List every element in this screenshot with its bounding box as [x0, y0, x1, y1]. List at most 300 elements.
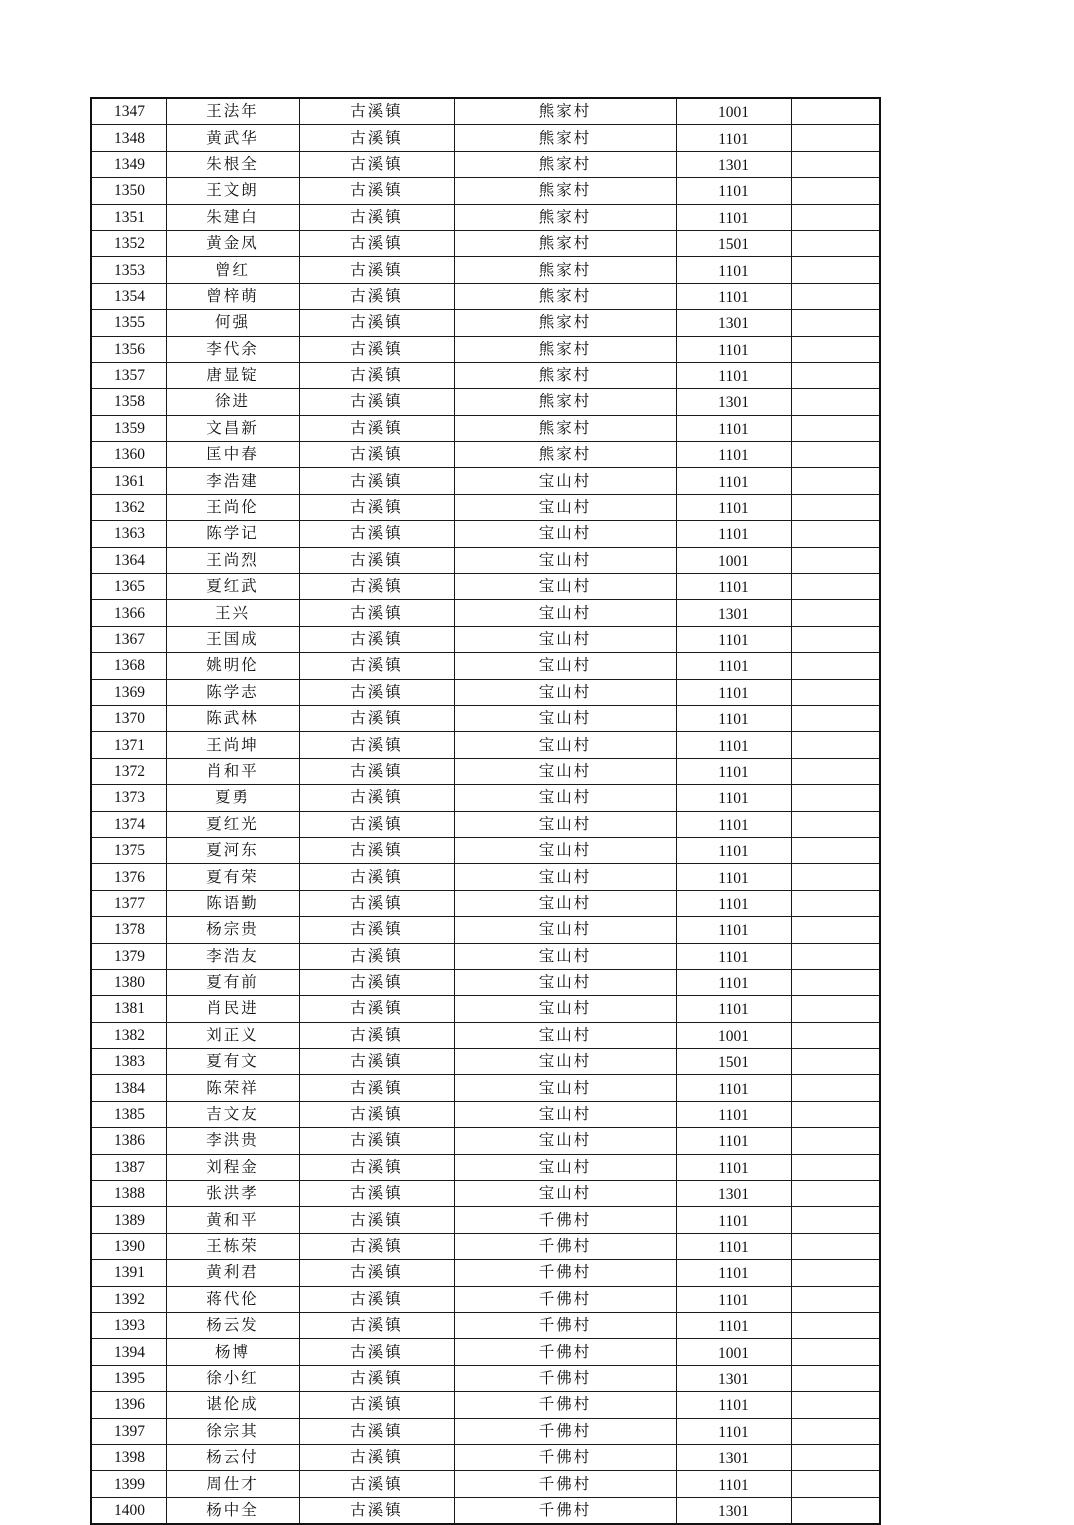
code-cell: 1101: [676, 283, 791, 309]
row-number-cell: 1372: [91, 758, 166, 784]
note-cell: [791, 151, 880, 177]
row-number-cell: 1382: [91, 1022, 166, 1048]
code-cell: 1101: [676, 336, 791, 362]
note-cell: [791, 864, 880, 890]
row-number-cell: 1396: [91, 1392, 166, 1418]
code-cell: 1001: [676, 98, 791, 125]
note-cell: [791, 1392, 880, 1418]
name-cell: 杨云付: [166, 1444, 299, 1470]
table-row: [91, 1339, 880, 1365]
village-cell: 宝山村: [454, 785, 676, 811]
note-cell: [791, 230, 880, 256]
code-cell: 1301: [676, 1444, 791, 1470]
village-cell: 千佛村: [454, 1497, 676, 1524]
village-cell: 千佛村: [454, 1444, 676, 1470]
name-cell: 王尚伦: [166, 494, 299, 520]
name-cell: 吉文友: [166, 1101, 299, 1127]
note-cell: [791, 362, 880, 388]
village-cell: 千佛村: [454, 1312, 676, 1338]
row-number-cell: 1354: [91, 283, 166, 309]
table-row: [91, 917, 880, 943]
town-cell: 古溪镇: [299, 204, 454, 230]
name-cell: 王尚烈: [166, 547, 299, 573]
town-cell: 古溪镇: [299, 705, 454, 731]
note-cell: [791, 574, 880, 600]
town-cell: 古溪镇: [299, 1207, 454, 1233]
note-cell: [791, 732, 880, 758]
town-cell: 古溪镇: [299, 283, 454, 309]
name-cell: 杨云发: [166, 1312, 299, 1338]
name-cell: 王尚坤: [166, 732, 299, 758]
code-cell: 1101: [676, 1312, 791, 1338]
table-row: [91, 1101, 880, 1127]
name-cell: 杨宗贵: [166, 917, 299, 943]
code-cell: 1101: [676, 257, 791, 283]
note-cell: [791, 600, 880, 626]
name-cell: 王兴: [166, 600, 299, 626]
village-cell: 千佛村: [454, 1392, 676, 1418]
table-row: [91, 1392, 880, 1418]
name-cell: 夏有荣: [166, 864, 299, 890]
village-cell: 熊家村: [454, 283, 676, 309]
village-cell: 宝山村: [454, 600, 676, 626]
town-cell: 古溪镇: [299, 758, 454, 784]
town-cell: 古溪镇: [299, 1154, 454, 1180]
village-cell: 熊家村: [454, 178, 676, 204]
note-cell: [791, 1207, 880, 1233]
row-number-cell: 1397: [91, 1418, 166, 1444]
row-number-cell: 1391: [91, 1260, 166, 1286]
town-cell: 古溪镇: [299, 1286, 454, 1312]
village-cell: 宝山村: [454, 732, 676, 758]
village-cell: 熊家村: [454, 336, 676, 362]
note-cell: [791, 1312, 880, 1338]
table-row: [91, 996, 880, 1022]
village-cell: 千佛村: [454, 1233, 676, 1259]
table-row: [91, 1471, 880, 1497]
note-cell: [791, 468, 880, 494]
note-cell: [791, 785, 880, 811]
note-cell: [791, 811, 880, 837]
table-row: [91, 864, 880, 890]
town-cell: 古溪镇: [299, 389, 454, 415]
village-cell: 宝山村: [454, 1049, 676, 1075]
row-number-cell: 1365: [91, 574, 166, 600]
table-row: [91, 653, 880, 679]
row-number-cell: 1370: [91, 705, 166, 731]
code-cell: 1101: [676, 1128, 791, 1154]
name-cell: 王栋荣: [166, 1233, 299, 1259]
row-number-cell: 1366: [91, 600, 166, 626]
name-cell: 陈武林: [166, 705, 299, 731]
row-number-cell: 1387: [91, 1154, 166, 1180]
town-cell: 古溪镇: [299, 468, 454, 494]
village-cell: 宝山村: [454, 521, 676, 547]
name-cell: 杨博: [166, 1339, 299, 1365]
village-cell: 宝山村: [454, 837, 676, 863]
code-cell: 1101: [676, 1075, 791, 1101]
code-cell: 1101: [676, 1418, 791, 1444]
village-cell: 宝山村: [454, 574, 676, 600]
code-cell: 1101: [676, 125, 791, 151]
name-cell: 杨中全: [166, 1497, 299, 1524]
note-cell: [791, 1339, 880, 1365]
town-cell: 古溪镇: [299, 890, 454, 916]
name-cell: 李洪贵: [166, 1128, 299, 1154]
town-cell: 古溪镇: [299, 1471, 454, 1497]
code-cell: 1101: [676, 1260, 791, 1286]
town-cell: 古溪镇: [299, 336, 454, 362]
town-cell: 古溪镇: [299, 1392, 454, 1418]
table-row: [91, 1418, 880, 1444]
table-row: [91, 1207, 880, 1233]
village-cell: 熊家村: [454, 389, 676, 415]
town-cell: 古溪镇: [299, 626, 454, 652]
code-cell: 1101: [676, 204, 791, 230]
town-cell: 古溪镇: [299, 1497, 454, 1524]
note-cell: [791, 1286, 880, 1312]
town-cell: 古溪镇: [299, 1181, 454, 1207]
note-cell: [791, 969, 880, 995]
code-cell: 1501: [676, 230, 791, 256]
village-cell: 宝山村: [454, 890, 676, 916]
row-number-cell: 1394: [91, 1339, 166, 1365]
table-row: [91, 178, 880, 204]
note-cell: [791, 1101, 880, 1127]
town-cell: 古溪镇: [299, 574, 454, 600]
code-cell: 1101: [676, 890, 791, 916]
town-cell: 古溪镇: [299, 1101, 454, 1127]
table-row: [91, 204, 880, 230]
code-cell: 1101: [676, 1286, 791, 1312]
note-cell: [791, 1365, 880, 1391]
name-cell: 陈学记: [166, 521, 299, 547]
row-number-cell: 1398: [91, 1444, 166, 1470]
row-number-cell: 1399: [91, 1471, 166, 1497]
name-cell: 夏有前: [166, 969, 299, 995]
note-cell: [791, 178, 880, 204]
name-cell: 曾梓萌: [166, 283, 299, 309]
name-cell: 夏红武: [166, 574, 299, 600]
village-cell: 宝山村: [454, 494, 676, 520]
code-cell: 1501: [676, 1049, 791, 1075]
town-cell: 古溪镇: [299, 679, 454, 705]
name-cell: 李浩友: [166, 943, 299, 969]
code-cell: 1101: [676, 1207, 791, 1233]
table-row: [91, 151, 880, 177]
code-cell: 1101: [676, 679, 791, 705]
row-number-cell: 1358: [91, 389, 166, 415]
code-cell: 1101: [676, 811, 791, 837]
name-cell: 何强: [166, 310, 299, 336]
village-cell: 宝山村: [454, 1101, 676, 1127]
village-cell: 宝山村: [454, 758, 676, 784]
code-cell: 1101: [676, 785, 791, 811]
note-cell: [791, 204, 880, 230]
code-cell: 1301: [676, 389, 791, 415]
row-number-cell: 1357: [91, 362, 166, 388]
code-cell: 1101: [676, 653, 791, 679]
town-cell: 古溪镇: [299, 547, 454, 573]
village-cell: 宝山村: [454, 1022, 676, 1048]
town-cell: 古溪镇: [299, 521, 454, 547]
name-cell: 刘程金: [166, 1154, 299, 1180]
town-cell: 古溪镇: [299, 494, 454, 520]
note-cell: [791, 1471, 880, 1497]
table-row: [91, 785, 880, 811]
name-cell: 刘正义: [166, 1022, 299, 1048]
table-row: [91, 442, 880, 468]
row-number-cell: 1374: [91, 811, 166, 837]
name-cell: 夏河东: [166, 837, 299, 863]
code-cell: 1101: [676, 917, 791, 943]
name-cell: 匡中春: [166, 442, 299, 468]
note-cell: [791, 1260, 880, 1286]
village-cell: 熊家村: [454, 442, 676, 468]
village-cell: 宝山村: [454, 917, 676, 943]
row-number-cell: 1388: [91, 1181, 166, 1207]
village-cell: 千佛村: [454, 1418, 676, 1444]
code-cell: 1101: [676, 521, 791, 547]
note-cell: [791, 1022, 880, 1048]
row-number-cell: 1384: [91, 1075, 166, 1101]
town-cell: 古溪镇: [299, 98, 454, 125]
note-cell: [791, 890, 880, 916]
village-cell: 宝山村: [454, 1154, 676, 1180]
village-cell: 宝山村: [454, 943, 676, 969]
town-cell: 古溪镇: [299, 257, 454, 283]
row-number-cell: 1360: [91, 442, 166, 468]
name-cell: 肖民进: [166, 996, 299, 1022]
code-cell: 1301: [676, 1497, 791, 1524]
name-cell: 黄利君: [166, 1260, 299, 1286]
code-cell: 1101: [676, 864, 791, 890]
table-row: [91, 1022, 880, 1048]
village-cell: 宝山村: [454, 1075, 676, 1101]
village-cell: 宝山村: [454, 864, 676, 890]
table-row: [91, 468, 880, 494]
code-cell: 1101: [676, 732, 791, 758]
row-number-cell: 1362: [91, 494, 166, 520]
note-cell: [791, 257, 880, 283]
code-cell: 1101: [676, 494, 791, 520]
row-number-cell: 1386: [91, 1128, 166, 1154]
row-number-cell: 1381: [91, 996, 166, 1022]
name-cell: 周仕才: [166, 1471, 299, 1497]
town-cell: 古溪镇: [299, 1128, 454, 1154]
town-cell: 古溪镇: [299, 996, 454, 1022]
town-cell: 古溪镇: [299, 943, 454, 969]
table-row: [91, 1260, 880, 1286]
table-row: [91, 389, 880, 415]
village-cell: 熊家村: [454, 257, 676, 283]
row-number-cell: 1392: [91, 1286, 166, 1312]
table-row: [91, 1181, 880, 1207]
code-cell: 1001: [676, 1339, 791, 1365]
row-number-cell: 1352: [91, 230, 166, 256]
row-number-cell: 1376: [91, 864, 166, 890]
town-cell: 古溪镇: [299, 837, 454, 863]
note-cell: [791, 837, 880, 863]
name-cell: 张洪孝: [166, 1181, 299, 1207]
row-number-cell: 1364: [91, 547, 166, 573]
code-cell: 1301: [676, 600, 791, 626]
row-number-cell: 1356: [91, 336, 166, 362]
row-number-cell: 1390: [91, 1233, 166, 1259]
village-cell: 熊家村: [454, 151, 676, 177]
code-cell: 1101: [676, 1233, 791, 1259]
town-cell: 古溪镇: [299, 178, 454, 204]
town-cell: 古溪镇: [299, 125, 454, 151]
table-row: [91, 283, 880, 309]
roster-table-body: [91, 98, 880, 1524]
name-cell: 徐小红: [166, 1365, 299, 1391]
town-cell: 古溪镇: [299, 1339, 454, 1365]
village-cell: 熊家村: [454, 362, 676, 388]
town-cell: 古溪镇: [299, 362, 454, 388]
name-cell: 陈荣祥: [166, 1075, 299, 1101]
name-cell: 文昌新: [166, 415, 299, 441]
town-cell: 古溪镇: [299, 1022, 454, 1048]
code-cell: 1101: [676, 969, 791, 995]
code-cell: 1301: [676, 310, 791, 336]
code-cell: 1101: [676, 996, 791, 1022]
table-row: [91, 943, 880, 969]
table-row: [91, 574, 880, 600]
code-cell: 1101: [676, 758, 791, 784]
table-row: [91, 1154, 880, 1180]
code-cell: 1101: [676, 837, 791, 863]
table-row: [91, 1075, 880, 1101]
code-cell: 1101: [676, 362, 791, 388]
name-cell: 徐进: [166, 389, 299, 415]
note-cell: [791, 98, 880, 125]
note-cell: [791, 1075, 880, 1101]
town-cell: 古溪镇: [299, 1444, 454, 1470]
table-row: [91, 310, 880, 336]
village-cell: 千佛村: [454, 1260, 676, 1286]
note-cell: [791, 943, 880, 969]
code-cell: 1101: [676, 1471, 791, 1497]
row-number-cell: 1368: [91, 653, 166, 679]
row-number-cell: 1393: [91, 1312, 166, 1338]
village-cell: 宝山村: [454, 705, 676, 731]
town-cell: 古溪镇: [299, 1049, 454, 1075]
name-cell: 陈语勤: [166, 890, 299, 916]
row-number-cell: 1373: [91, 785, 166, 811]
town-cell: 古溪镇: [299, 864, 454, 890]
note-cell: [791, 521, 880, 547]
note-cell: [791, 1444, 880, 1470]
town-cell: 古溪镇: [299, 1418, 454, 1444]
town-cell: 古溪镇: [299, 785, 454, 811]
village-cell: 宝山村: [454, 547, 676, 573]
row-number-cell: 1348: [91, 125, 166, 151]
table-row: [91, 336, 880, 362]
table-row: [91, 521, 880, 547]
code-cell: 1101: [676, 468, 791, 494]
code-cell: 1101: [676, 626, 791, 652]
town-cell: 古溪镇: [299, 811, 454, 837]
name-cell: 夏勇: [166, 785, 299, 811]
note-cell: [791, 494, 880, 520]
name-cell: 李代余: [166, 336, 299, 362]
row-number-cell: 1385: [91, 1101, 166, 1127]
row-number-cell: 1378: [91, 917, 166, 943]
code-cell: 1301: [676, 1181, 791, 1207]
code-cell: 1301: [676, 1365, 791, 1391]
name-cell: 谌伦成: [166, 1392, 299, 1418]
table-row: [91, 705, 880, 731]
note-cell: [791, 653, 880, 679]
row-number-cell: 1363: [91, 521, 166, 547]
village-cell: 千佛村: [454, 1471, 676, 1497]
row-number-cell: 1371: [91, 732, 166, 758]
town-cell: 古溪镇: [299, 1075, 454, 1101]
name-cell: 李浩建: [166, 468, 299, 494]
row-number-cell: 1383: [91, 1049, 166, 1075]
town-cell: 古溪镇: [299, 151, 454, 177]
village-cell: 千佛村: [454, 1365, 676, 1391]
roster-table: [90, 97, 881, 1525]
table-row: [91, 890, 880, 916]
village-cell: 宝山村: [454, 626, 676, 652]
village-cell: 千佛村: [454, 1207, 676, 1233]
village-cell: 宝山村: [454, 468, 676, 494]
town-cell: 古溪镇: [299, 732, 454, 758]
code-cell: 1101: [676, 705, 791, 731]
table-row: [91, 494, 880, 520]
note-cell: [791, 996, 880, 1022]
note-cell: [791, 679, 880, 705]
row-number-cell: 1375: [91, 837, 166, 863]
row-number-cell: 1369: [91, 679, 166, 705]
town-cell: 古溪镇: [299, 600, 454, 626]
note-cell: [791, 310, 880, 336]
village-cell: 宝山村: [454, 653, 676, 679]
name-cell: 徐宗其: [166, 1418, 299, 1444]
table-row: [91, 600, 880, 626]
code-cell: 1101: [676, 943, 791, 969]
name-cell: 夏红光: [166, 811, 299, 837]
town-cell: 古溪镇: [299, 1365, 454, 1391]
row-number-cell: 1355: [91, 310, 166, 336]
village-cell: 宝山村: [454, 679, 676, 705]
name-cell: 王法年: [166, 98, 299, 125]
name-cell: 王文朗: [166, 178, 299, 204]
name-cell: 肖和平: [166, 758, 299, 784]
village-cell: 宝山村: [454, 1128, 676, 1154]
village-cell: 宝山村: [454, 996, 676, 1022]
row-number-cell: 1350: [91, 178, 166, 204]
code-cell: 1101: [676, 1101, 791, 1127]
table-row: [91, 811, 880, 837]
table-row: [91, 732, 880, 758]
table-row: [91, 98, 880, 125]
village-cell: 千佛村: [454, 1286, 676, 1312]
town-cell: 古溪镇: [299, 310, 454, 336]
row-number-cell: 1367: [91, 626, 166, 652]
table-row: [91, 415, 880, 441]
table-row: [91, 257, 880, 283]
name-cell: 姚明伦: [166, 653, 299, 679]
row-number-cell: 1395: [91, 1365, 166, 1391]
note-cell: [791, 917, 880, 943]
table-row: [91, 1049, 880, 1075]
row-number-cell: 1380: [91, 969, 166, 995]
town-cell: 古溪镇: [299, 1260, 454, 1286]
town-cell: 古溪镇: [299, 1312, 454, 1338]
